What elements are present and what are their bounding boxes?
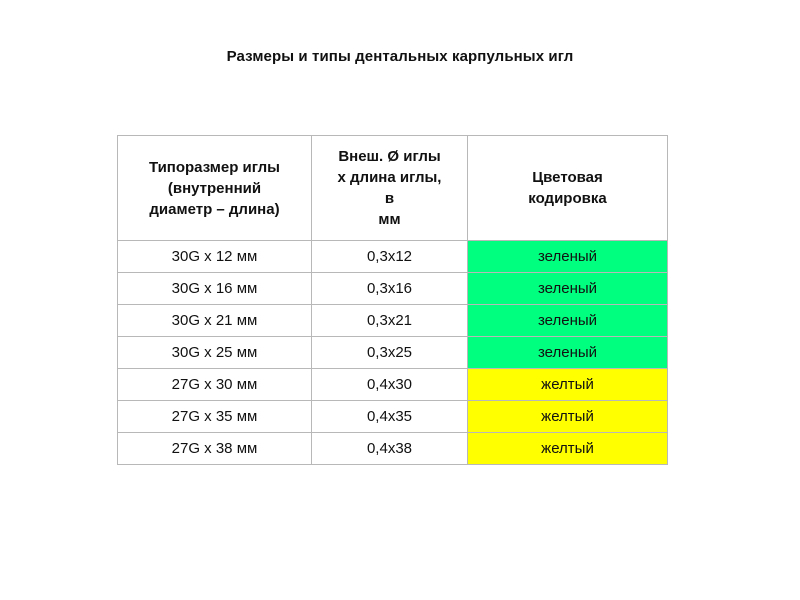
header-color-code: [468, 136, 668, 241]
table-row: [118, 433, 668, 465]
table-row: [118, 369, 668, 401]
page-title: Размеры и типы дентальных карпульных игл: [226, 48, 574, 65]
table-header-row: [118, 136, 668, 241]
table-row: [118, 305, 668, 337]
header-dimensions-line-4: мм: [378, 211, 401, 228]
cell-size: 30G x 12 мм: [118, 241, 312, 273]
cell-color-code: желтый: [468, 433, 668, 465]
cell-dimensions: 0,3х21: [312, 305, 468, 337]
cell-dimensions: 0,3х16: [312, 273, 468, 305]
table-row: [118, 273, 668, 305]
table-row: [118, 337, 668, 369]
header-dimensions: [312, 136, 468, 241]
cell-color-code: желтый: [468, 401, 668, 433]
cell-dimensions: 0,3х25: [312, 337, 468, 369]
needle-table: [117, 135, 668, 465]
cell-color-code: зеленый: [468, 305, 668, 337]
header-size-line-2: (внутренний: [167, 179, 262, 197]
cell-color-code: желтый: [468, 369, 668, 401]
cell-dimensions: 0,4х38: [312, 433, 468, 465]
cell-size: 30G x 25 мм: [118, 337, 312, 369]
cell-size: 27G x 38 мм: [118, 433, 312, 465]
header-dimensions-line-1: Внеш. Ø иглы: [338, 148, 441, 165]
cell-color-code: зеленый: [468, 241, 668, 273]
header-dimensions-line-3: в: [384, 190, 395, 207]
cell-size: 30G x 16 мм: [118, 273, 312, 305]
header-color-code-line-2: кодировка: [528, 190, 607, 207]
cell-dimensions: 0,4х30: [312, 369, 468, 401]
table-row: [118, 241, 668, 273]
table-row: [118, 401, 668, 433]
cell-color-code: зеленый: [468, 337, 668, 369]
cell-size: 27G x 35 мм: [118, 401, 312, 433]
header-color-code-line-1: Цветовая: [532, 169, 603, 186]
cell-dimensions: 0,3х12: [312, 241, 468, 273]
cell-dimensions: 0,4х35: [312, 401, 468, 433]
cell-color-code: зеленый: [468, 273, 668, 305]
header-dimensions-line-2: х длина иглы,: [337, 169, 442, 186]
header-size-line-3: диаметр – длина): [149, 200, 280, 218]
cell-size: 27G x 30 мм: [118, 369, 312, 401]
header-size: [118, 136, 312, 241]
header-size-line-1: Типоразмер иглы: [148, 158, 280, 176]
cell-size: 30G x 21 мм: [118, 305, 312, 337]
